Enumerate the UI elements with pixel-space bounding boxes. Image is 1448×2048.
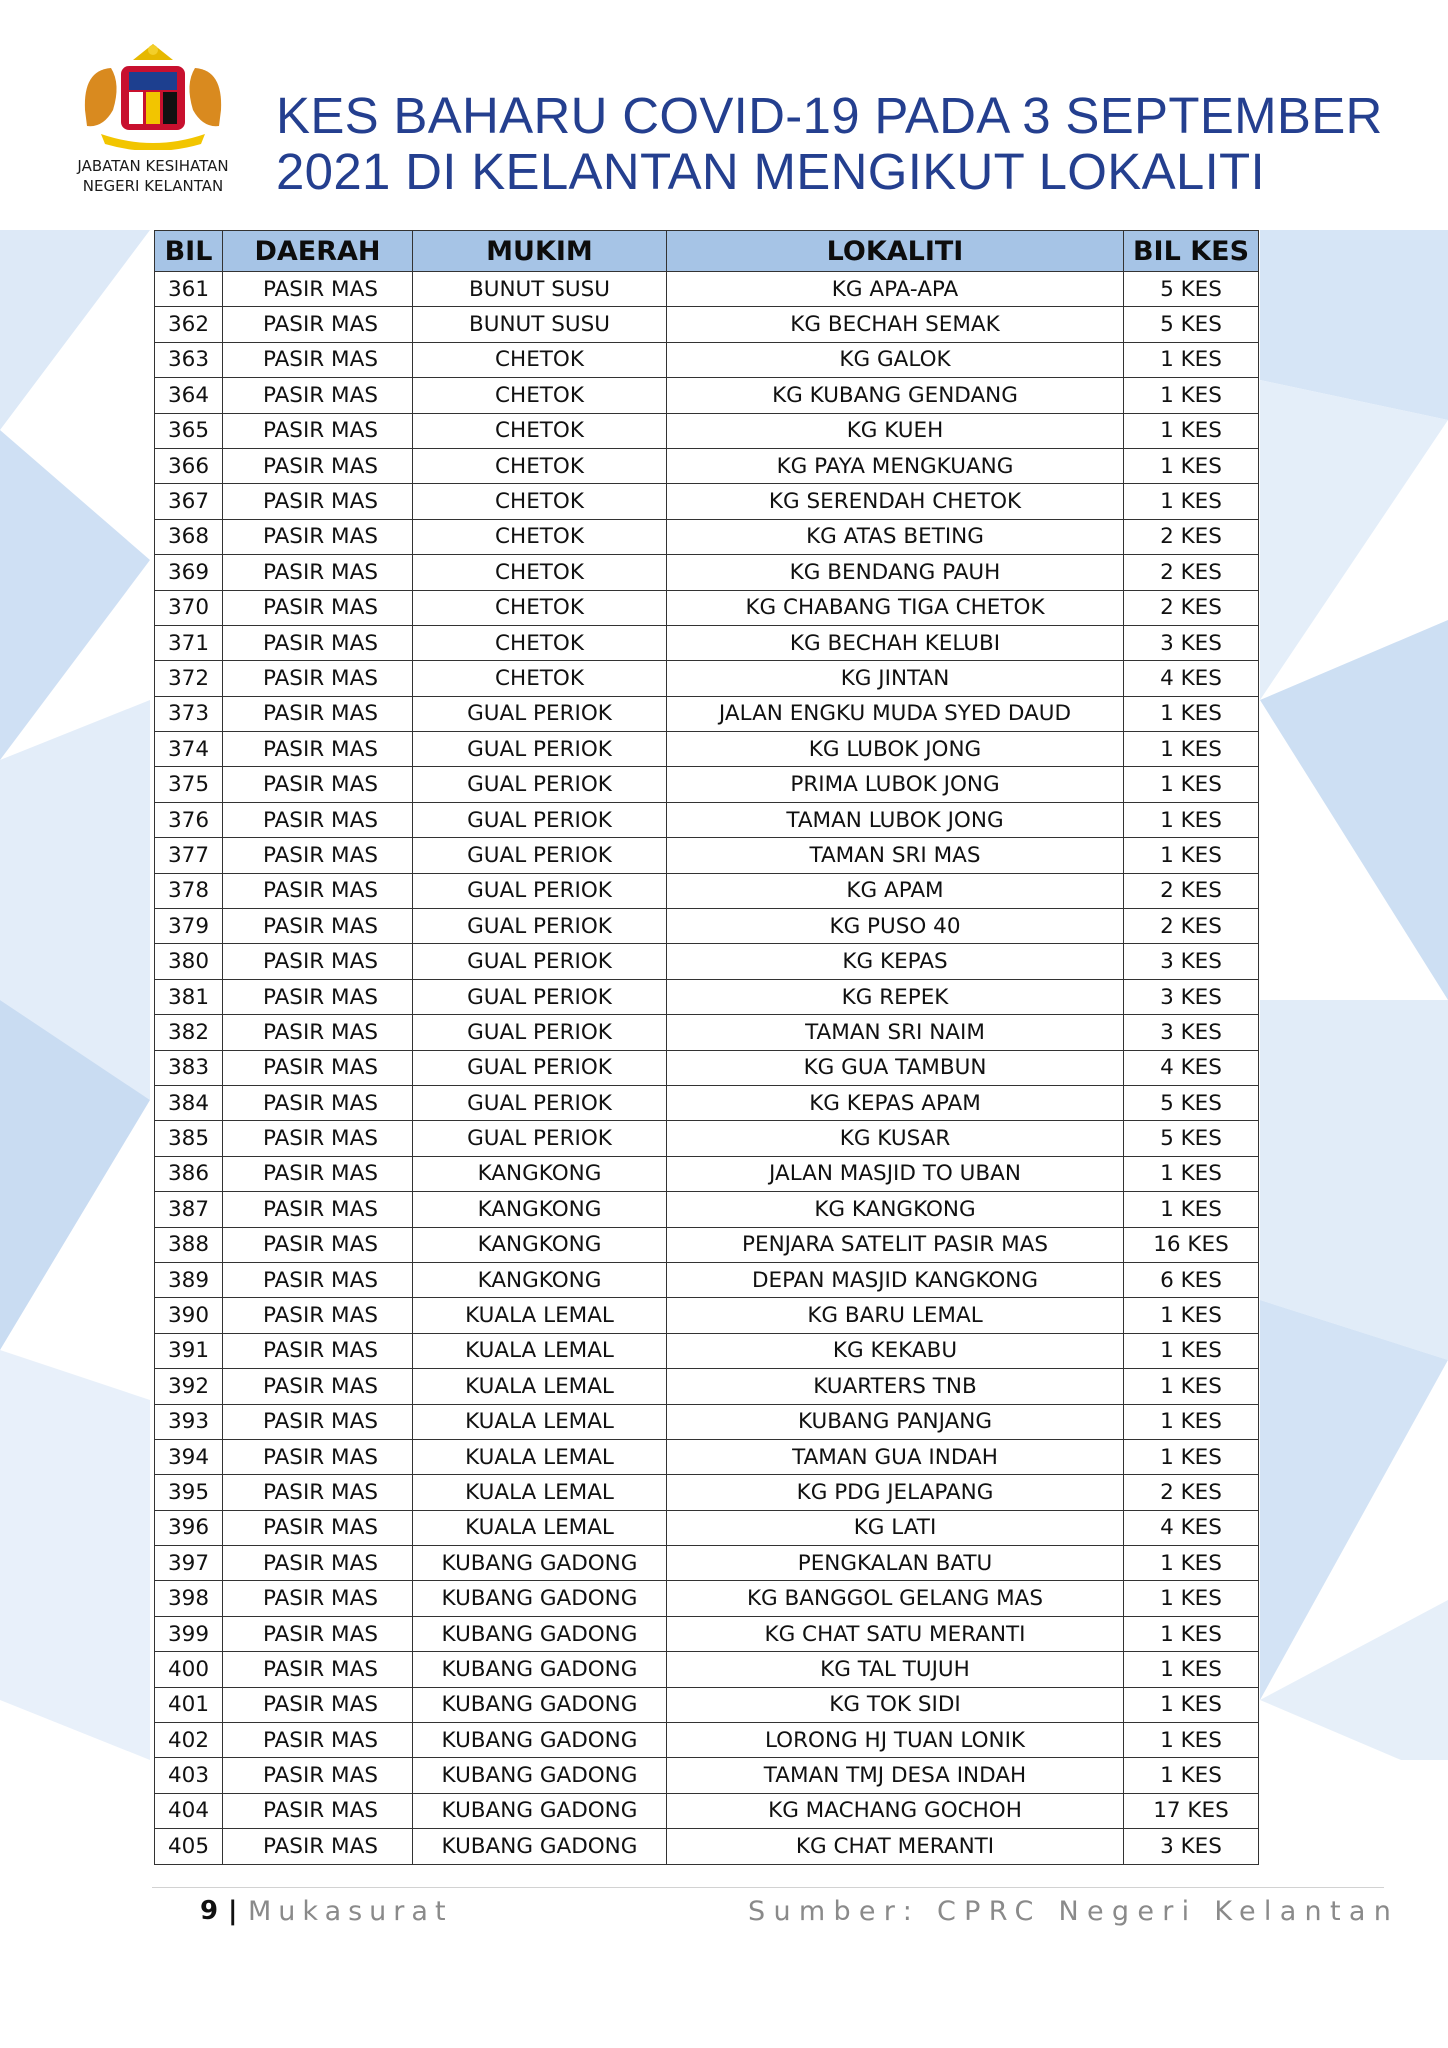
cell-mukim: CHETOK: [413, 519, 667, 554]
cell-lokaliti: KG APA-APA: [667, 272, 1124, 307]
col-header-mukim: MUKIM: [413, 231, 667, 272]
cell-bil: 391: [155, 1333, 223, 1368]
cell-mukim: CHETOK: [413, 590, 667, 625]
cell-daerah: PASIR MAS: [223, 519, 413, 554]
cell-mukim: KANGKONG: [413, 1156, 667, 1191]
footer-divider: [152, 1887, 1384, 1888]
dept-line-1: JABATAN KESIHATAN: [77, 157, 229, 175]
cell-mukim: GUAL PERIOK: [413, 767, 667, 802]
cell-mukim: KANGKONG: [413, 1262, 667, 1297]
cell-bil: 385: [155, 1121, 223, 1156]
cell-bil-kes: 2 KES: [1124, 1475, 1259, 1510]
cell-lokaliti: TAMAN TMJ DESA INDAH: [667, 1758, 1124, 1793]
cell-bil-kes: 16 KES: [1124, 1227, 1259, 1262]
cell-daerah: PASIR MAS: [223, 873, 413, 908]
cell-daerah: PASIR MAS: [223, 1298, 413, 1333]
cell-daerah: PASIR MAS: [223, 1227, 413, 1262]
cell-mukim: KUALA LEMAL: [413, 1510, 667, 1545]
table-row: [155, 1404, 1259, 1439]
cell-bil-kes: 1 KES: [1124, 448, 1259, 483]
cell-daerah: PASIR MAS: [223, 307, 413, 342]
cell-lokaliti: KG CHABANG TIGA CHETOK: [667, 590, 1124, 625]
cell-mukim: KANGKONG: [413, 1227, 667, 1262]
cell-mukim: KUALA LEMAL: [413, 1333, 667, 1368]
cell-mukim: CHETOK: [413, 342, 667, 377]
cell-lokaliti: KG KEPAS APAM: [667, 1085, 1124, 1120]
cell-daerah: PASIR MAS: [223, 1262, 413, 1297]
cell-lokaliti: KG PDG JELAPANG: [667, 1475, 1124, 1510]
cell-daerah: PASIR MAS: [223, 1156, 413, 1191]
cell-daerah: PASIR MAS: [223, 272, 413, 307]
cell-lokaliti: KG KUSAR: [667, 1121, 1124, 1156]
cell-mukim: GUAL PERIOK: [413, 944, 667, 979]
cell-bil-kes: 1 KES: [1124, 484, 1259, 519]
cell-bil-kes: 1 KES: [1124, 838, 1259, 873]
cell-mukim: BUNUT SUSU: [413, 307, 667, 342]
cell-mukim: KUBANG GADONG: [413, 1616, 667, 1651]
cell-lokaliti: KUARTERS TNB: [667, 1369, 1124, 1404]
cell-daerah: PASIR MAS: [223, 1369, 413, 1404]
cell-daerah: PASIR MAS: [223, 944, 413, 979]
cell-daerah: PASIR MAS: [223, 448, 413, 483]
cell-bil: 394: [155, 1439, 223, 1474]
cell-mukim: KUALA LEMAL: [413, 1475, 667, 1510]
cell-daerah: PASIR MAS: [223, 555, 413, 590]
cell-lokaliti: TAMAN SRI MAS: [667, 838, 1124, 873]
cell-bil-kes: 6 KES: [1124, 1262, 1259, 1297]
cell-mukim: KUBANG GADONG: [413, 1652, 667, 1687]
cell-bil-kes: 1 KES: [1124, 1404, 1259, 1439]
page-number: 9: [200, 1896, 219, 1926]
cell-daerah: PASIR MAS: [223, 1829, 413, 1864]
cell-mukim: KANGKONG: [413, 1192, 667, 1227]
cell-mukim: GUAL PERIOK: [413, 1085, 667, 1120]
cell-lokaliti: KG BANGGOL GELANG MAS: [667, 1581, 1124, 1616]
cell-daerah: PASIR MAS: [223, 1793, 413, 1828]
cell-lokaliti: KG BECHAH SEMAK: [667, 307, 1124, 342]
cell-lokaliti: KG SERENDAH CHETOK: [667, 484, 1124, 519]
table-row: [155, 1156, 1259, 1191]
col-header-bil-kes: BIL KES: [1124, 231, 1259, 272]
cell-bil: 377: [155, 838, 223, 873]
cell-bil: 366: [155, 448, 223, 483]
table-row: [155, 555, 1259, 590]
department-name: [58, 156, 248, 196]
cell-lokaliti: KUBANG PANJANG: [667, 1404, 1124, 1439]
cell-mukim: GUAL PERIOK: [413, 838, 667, 873]
cell-bil-kes: 1 KES: [1124, 1581, 1259, 1616]
cell-lokaliti: TAMAN LUBOK JONG: [667, 802, 1124, 837]
cell-daerah: PASIR MAS: [223, 1439, 413, 1474]
cell-bil: 393: [155, 1404, 223, 1439]
table-row: [155, 1121, 1259, 1156]
table-row: [155, 944, 1259, 979]
cell-bil: 371: [155, 625, 223, 660]
cell-bil-kes: 1 KES: [1124, 413, 1259, 448]
cell-lokaliti: KG PUSO 40: [667, 909, 1124, 944]
cell-mukim: GUAL PERIOK: [413, 732, 667, 767]
cell-lokaliti: KG KANGKONG: [667, 1192, 1124, 1227]
cell-mukim: CHETOK: [413, 625, 667, 660]
cell-bil: 378: [155, 873, 223, 908]
cell-bil-kes: 1 KES: [1124, 1652, 1259, 1687]
cell-bil-kes: 3 KES: [1124, 1015, 1259, 1050]
table-row: [155, 307, 1259, 342]
cell-bil: 388: [155, 1227, 223, 1262]
cell-bil: 399: [155, 1616, 223, 1651]
cell-mukim: CHETOK: [413, 484, 667, 519]
table-row: [155, 661, 1259, 696]
cell-bil: 387: [155, 1192, 223, 1227]
cell-bil: 381: [155, 979, 223, 1014]
table-row: [155, 1793, 1259, 1828]
cell-mukim: GUAL PERIOK: [413, 1050, 667, 1085]
cell-bil-kes: 2 KES: [1124, 909, 1259, 944]
cell-bil: 369: [155, 555, 223, 590]
cell-bil-kes: 2 KES: [1124, 555, 1259, 590]
cell-bil: 389: [155, 1262, 223, 1297]
cell-lokaliti: KG PAYA MENGKUANG: [667, 448, 1124, 483]
cell-daerah: PASIR MAS: [223, 625, 413, 660]
table-row: [155, 519, 1259, 554]
cell-bil: 363: [155, 342, 223, 377]
cases-table: [154, 230, 1259, 1865]
cell-bil-kes: 1 KES: [1124, 1687, 1259, 1722]
cell-bil-kes: 1 KES: [1124, 1616, 1259, 1651]
table-row: [155, 1333, 1259, 1368]
cell-mukim: KUBANG GADONG: [413, 1723, 667, 1758]
cell-lokaliti: KG BECHAH KELUBI: [667, 625, 1124, 660]
table-row: [155, 1758, 1259, 1793]
cell-bil-kes: 1 KES: [1124, 696, 1259, 731]
cell-bil: 361: [155, 272, 223, 307]
table-row: [155, 1227, 1259, 1262]
table-row: [155, 1439, 1259, 1474]
title-line-1: KES BAHARU COVID-19 PADA 3 SEPTEMBER: [276, 87, 1383, 144]
cell-bil: 364: [155, 378, 223, 413]
cell-lokaliti: KG BARU LEMAL: [667, 1298, 1124, 1333]
cell-bil: 383: [155, 1050, 223, 1085]
cell-lokaliti: KG ATAS BETING: [667, 519, 1124, 554]
cell-lokaliti: KG TOK SIDI: [667, 1687, 1124, 1722]
cell-lokaliti: JALAN ENGKU MUDA SYED DAUD: [667, 696, 1124, 731]
cell-bil-kes: 4 KES: [1124, 661, 1259, 696]
cell-daerah: PASIR MAS: [223, 1050, 413, 1085]
cell-bil-kes: 17 KES: [1124, 1793, 1259, 1828]
cell-bil: 379: [155, 909, 223, 944]
cell-mukim: KUALA LEMAL: [413, 1369, 667, 1404]
cell-bil: 384: [155, 1085, 223, 1120]
cell-daerah: PASIR MAS: [223, 1723, 413, 1758]
table-row: [155, 873, 1259, 908]
cell-daerah: PASIR MAS: [223, 590, 413, 625]
cell-mukim: KUBANG GADONG: [413, 1687, 667, 1722]
cell-daerah: PASIR MAS: [223, 802, 413, 837]
table-body: [155, 272, 1259, 1865]
cell-mukim: BUNUT SUSU: [413, 272, 667, 307]
cell-bil-kes: 1 KES: [1124, 342, 1259, 377]
table-row: [155, 1829, 1259, 1864]
table-row: [155, 413, 1259, 448]
table-header-row: [155, 231, 1259, 272]
cell-daerah: PASIR MAS: [223, 1015, 413, 1050]
cell-lokaliti: KG KEPAS: [667, 944, 1124, 979]
cell-bil-kes: 1 KES: [1124, 802, 1259, 837]
cell-bil: 375: [155, 767, 223, 802]
cell-bil: 404: [155, 1793, 223, 1828]
cell-bil-kes: 3 KES: [1124, 979, 1259, 1014]
cell-bil-kes: 5 KES: [1124, 307, 1259, 342]
cell-bil-kes: 1 KES: [1124, 767, 1259, 802]
table-row: [155, 802, 1259, 837]
table-row: [155, 1369, 1259, 1404]
cell-bil: 402: [155, 1723, 223, 1758]
table-row: [155, 1687, 1259, 1722]
cell-daerah: PASIR MAS: [223, 378, 413, 413]
table-row: [155, 838, 1259, 873]
cell-bil-kes: 1 KES: [1124, 1546, 1259, 1581]
cell-lokaliti: TAMAN SRI NAIM: [667, 1015, 1124, 1050]
cell-bil-kes: 1 KES: [1124, 1156, 1259, 1191]
table-row: [155, 448, 1259, 483]
cell-bil-kes: 2 KES: [1124, 590, 1259, 625]
table-row: [155, 1616, 1259, 1651]
table-row: [155, 1581, 1259, 1616]
cell-bil-kes: 1 KES: [1124, 1298, 1259, 1333]
cell-bil: 367: [155, 484, 223, 519]
cell-bil: 376: [155, 802, 223, 837]
cell-lokaliti: KG LUBOK JONG: [667, 732, 1124, 767]
col-header-lokaliti: LOKALITI: [667, 231, 1124, 272]
cell-bil: 373: [155, 696, 223, 731]
cell-bil-kes: 5 KES: [1124, 272, 1259, 307]
title-line-2: 2021 DI KELANTAN MENGIKUT LOKALITI: [276, 143, 1265, 200]
cell-mukim: GUAL PERIOK: [413, 696, 667, 731]
table-row: [155, 732, 1259, 767]
table-row: [155, 979, 1259, 1014]
cell-daerah: PASIR MAS: [223, 1687, 413, 1722]
cell-daerah: PASIR MAS: [223, 979, 413, 1014]
cell-bil-kes: 1 KES: [1124, 1333, 1259, 1368]
cell-mukim: GUAL PERIOK: [413, 802, 667, 837]
cell-bil: 396: [155, 1510, 223, 1545]
cell-lokaliti: KG GALOK: [667, 342, 1124, 377]
table-row: [155, 1050, 1259, 1085]
table-row: [155, 1510, 1259, 1545]
cell-daerah: PASIR MAS: [223, 1510, 413, 1545]
cell-bil-kes: 1 KES: [1124, 1758, 1259, 1793]
table-row: [155, 378, 1259, 413]
cell-lokaliti: KG LATI: [667, 1510, 1124, 1545]
cell-bil-kes: 2 KES: [1124, 519, 1259, 554]
cell-mukim: GUAL PERIOK: [413, 1121, 667, 1156]
source-credit: Sumber: CPRC Negeri Kelantan: [748, 1896, 1400, 1927]
cell-daerah: PASIR MAS: [223, 767, 413, 802]
cell-lokaliti: LORONG HJ TUAN LONIK: [667, 1723, 1124, 1758]
cell-bil-kes: 2 KES: [1124, 873, 1259, 908]
cell-bil: 398: [155, 1581, 223, 1616]
cell-bil-kes: 4 KES: [1124, 1050, 1259, 1085]
cell-bil-kes: 3 KES: [1124, 1829, 1259, 1864]
cell-daerah: PASIR MAS: [223, 1192, 413, 1227]
cell-bil-kes: 4 KES: [1124, 1510, 1259, 1545]
cell-bil: 374: [155, 732, 223, 767]
table-row: [155, 1015, 1259, 1050]
page-title: [276, 88, 1383, 200]
cell-mukim: GUAL PERIOK: [413, 1015, 667, 1050]
cell-daerah: PASIR MAS: [223, 661, 413, 696]
cell-bil: 390: [155, 1298, 223, 1333]
cell-daerah: PASIR MAS: [223, 838, 413, 873]
cell-lokaliti: KG GUA TAMBUN: [667, 1050, 1124, 1085]
table-row: [155, 272, 1259, 307]
cell-lokaliti: KG KUBANG GENDANG: [667, 378, 1124, 413]
cell-daerah: PASIR MAS: [223, 1652, 413, 1687]
table-row: [155, 1652, 1259, 1687]
cell-bil-kes: 1 KES: [1124, 1192, 1259, 1227]
cell-lokaliti: KG JINTAN: [667, 661, 1124, 696]
cell-lokaliti: KG CHAT SATU MERANTI: [667, 1616, 1124, 1651]
cell-mukim: CHETOK: [413, 448, 667, 483]
cell-mukim: KUALA LEMAL: [413, 1439, 667, 1474]
table-row: [155, 484, 1259, 519]
cell-lokaliti: PENGKALAN BATU: [667, 1546, 1124, 1581]
cell-lokaliti: PRIMA LUBOK JONG: [667, 767, 1124, 802]
cell-mukim: KUALA LEMAL: [413, 1298, 667, 1333]
cell-daerah: PASIR MAS: [223, 1404, 413, 1439]
cell-lokaliti: JALAN MASJID TO UBAN: [667, 1156, 1124, 1191]
cell-bil: 372: [155, 661, 223, 696]
cell-daerah: PASIR MAS: [223, 1475, 413, 1510]
cell-daerah: PASIR MAS: [223, 1581, 413, 1616]
cell-mukim: CHETOK: [413, 413, 667, 448]
cell-bil: 392: [155, 1369, 223, 1404]
cell-bil-kes: 5 KES: [1124, 1121, 1259, 1156]
cell-bil-kes: 5 KES: [1124, 1085, 1259, 1120]
cell-bil: 386: [155, 1156, 223, 1191]
cell-lokaliti: PENJARA SATELIT PASIR MAS: [667, 1227, 1124, 1262]
cell-bil-kes: 1 KES: [1124, 1723, 1259, 1758]
col-header-bil: BIL: [155, 231, 223, 272]
cell-mukim: KUBANG GADONG: [413, 1829, 667, 1864]
cell-lokaliti: TAMAN GUA INDAH: [667, 1439, 1124, 1474]
table-row: [155, 696, 1259, 731]
cell-daerah: PASIR MAS: [223, 1085, 413, 1120]
cell-bil: 368: [155, 519, 223, 554]
cell-bil: 401: [155, 1687, 223, 1722]
cell-mukim: KUBANG GADONG: [413, 1546, 667, 1581]
cell-mukim: CHETOK: [413, 661, 667, 696]
cell-mukim: KUALA LEMAL: [413, 1404, 667, 1439]
cell-bil-kes: 3 KES: [1124, 625, 1259, 660]
header-branding: [58, 40, 248, 196]
table-row: [155, 625, 1259, 660]
cell-bil: 365: [155, 413, 223, 448]
cell-daerah: PASIR MAS: [223, 1546, 413, 1581]
table-row: [155, 1546, 1259, 1581]
cell-daerah: PASIR MAS: [223, 1333, 413, 1368]
cell-mukim: KUBANG GADONG: [413, 1581, 667, 1616]
cell-mukim: GUAL PERIOK: [413, 873, 667, 908]
cell-bil-kes: 1 KES: [1124, 732, 1259, 767]
coat-of-arms-logo: [73, 40, 233, 150]
table-row: [155, 1298, 1259, 1333]
cell-bil: 395: [155, 1475, 223, 1510]
cell-daerah: PASIR MAS: [223, 1616, 413, 1651]
cell-daerah: PASIR MAS: [223, 342, 413, 377]
dept-line-2: NEGERI KELANTAN: [82, 177, 224, 195]
cell-lokaliti: KG BENDANG PAUH: [667, 555, 1124, 590]
cell-mukim: KUBANG GADONG: [413, 1758, 667, 1793]
cell-bil: 405: [155, 1829, 223, 1864]
cell-mukim: GUAL PERIOK: [413, 909, 667, 944]
cell-bil: 397: [155, 1546, 223, 1581]
cell-lokaliti: KG CHAT MERANTI: [667, 1829, 1124, 1864]
cell-daerah: PASIR MAS: [223, 484, 413, 519]
cell-mukim: KUBANG GADONG: [413, 1793, 667, 1828]
cell-daerah: PASIR MAS: [223, 696, 413, 731]
cell-bil-kes: 1 KES: [1124, 378, 1259, 413]
table-row: [155, 1723, 1259, 1758]
cell-bil-kes: 3 KES: [1124, 944, 1259, 979]
cell-daerah: PASIR MAS: [223, 909, 413, 944]
cell-lokaliti: KG KEKABU: [667, 1333, 1124, 1368]
cell-mukim: CHETOK: [413, 378, 667, 413]
table-row: [155, 1192, 1259, 1227]
table-row: [155, 909, 1259, 944]
cell-bil: 380: [155, 944, 223, 979]
cell-daerah: PASIR MAS: [223, 1121, 413, 1156]
cell-bil-kes: 1 KES: [1124, 1369, 1259, 1404]
table-row: [155, 590, 1259, 625]
cell-lokaliti: KG KUEH: [667, 413, 1124, 448]
cell-daerah: PASIR MAS: [223, 413, 413, 448]
cell-bil: 400: [155, 1652, 223, 1687]
table-row: [155, 767, 1259, 802]
cell-bil: 382: [155, 1015, 223, 1050]
cell-bil: 362: [155, 307, 223, 342]
table-row: [155, 1262, 1259, 1297]
cell-daerah: PASIR MAS: [223, 732, 413, 767]
cell-daerah: PASIR MAS: [223, 1758, 413, 1793]
cell-lokaliti: DEPAN MASJID KANGKONG: [667, 1262, 1124, 1297]
cell-bil-kes: 1 KES: [1124, 1439, 1259, 1474]
cell-bil: 370: [155, 590, 223, 625]
table-row: [155, 1475, 1259, 1510]
cell-lokaliti: KG MACHANG GOCHOH: [667, 1793, 1124, 1828]
table-row: [155, 1085, 1259, 1120]
cell-lokaliti: KG APAM: [667, 873, 1124, 908]
page-label: Mukasurat: [248, 1896, 453, 1927]
table-row: [155, 342, 1259, 377]
col-header-daerah: DAERAH: [223, 231, 413, 272]
cell-bil: 403: [155, 1758, 223, 1793]
cell-mukim: GUAL PERIOK: [413, 979, 667, 1014]
page-separator: |: [228, 1896, 238, 1926]
cell-lokaliti: KG REPEK: [667, 979, 1124, 1014]
cell-lokaliti: KG TAL TUJUH: [667, 1652, 1124, 1687]
cell-mukim: CHETOK: [413, 555, 667, 590]
